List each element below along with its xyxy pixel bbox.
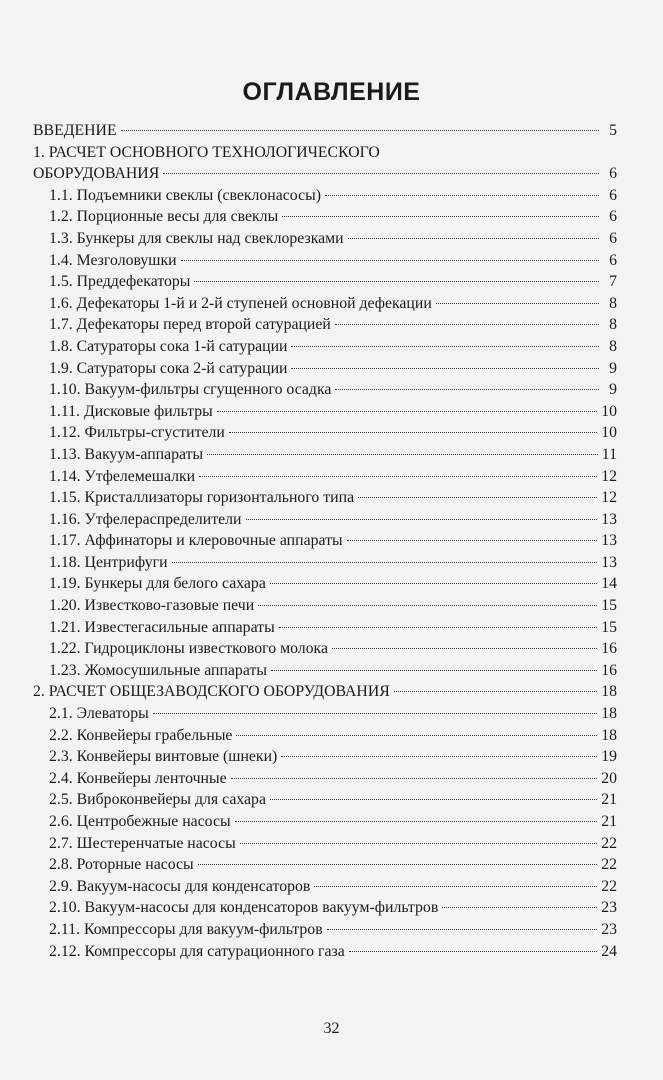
dot-leader bbox=[358, 497, 597, 498]
toc-entry bbox=[33, 379, 617, 401]
toc-entry bbox=[33, 509, 617, 531]
toc-entry-label: 1.13. Вакуум-аппараты bbox=[49, 445, 204, 463]
dot-leader bbox=[198, 864, 598, 865]
toc-entry-label: 2.1. Элеваторы bbox=[49, 705, 149, 723]
toc-entry bbox=[33, 660, 617, 682]
toc-entry-label: 1.6. Дефекаторы 1-й и 2-й ступеней основной дефекации bbox=[49, 294, 432, 312]
toc-entry-label: 2.7. Шестеренчатые насосы bbox=[49, 834, 236, 852]
toc-entry-page: 24 bbox=[601, 942, 617, 960]
toc-entry bbox=[33, 530, 617, 552]
toc-entry bbox=[33, 314, 617, 336]
toc-entry-page: 6 bbox=[609, 208, 617, 226]
dot-leader bbox=[436, 303, 599, 304]
dot-leader bbox=[270, 799, 597, 800]
toc-entry-label: 1.2. Порционные весы для свеклы bbox=[49, 208, 279, 226]
toc-entry bbox=[33, 876, 617, 898]
toc-entry-page: 16 bbox=[601, 661, 617, 679]
dot-leader bbox=[172, 562, 598, 563]
toc-entry-label: 1.15. Кристаллизаторы горизонтального типа bbox=[49, 489, 355, 507]
toc-entry-label: ОБОРУДОВАНИЯ bbox=[33, 165, 160, 183]
toc-entry bbox=[33, 595, 617, 617]
dot-leader bbox=[246, 519, 598, 520]
toc-entry bbox=[33, 617, 617, 639]
dot-leader bbox=[332, 648, 597, 649]
dot-leader bbox=[394, 691, 597, 692]
toc-entry bbox=[33, 681, 617, 703]
dot-leader bbox=[181, 260, 599, 261]
toc-entry-page: 19 bbox=[601, 748, 617, 766]
dot-leader bbox=[207, 454, 598, 455]
toc-title: ОГЛАВЛЕНИЕ bbox=[242, 78, 421, 106]
dot-leader bbox=[325, 195, 599, 196]
toc-entry bbox=[33, 725, 617, 747]
toc-entry-page: 13 bbox=[601, 532, 617, 550]
dot-leader bbox=[442, 907, 597, 908]
dot-leader bbox=[240, 843, 598, 844]
toc-entry-label: 1.23. Жомосушильные аппараты bbox=[49, 661, 267, 679]
toc-entry-label: 1.22. Гидроциклоны известкового молока bbox=[49, 640, 328, 658]
dot-leader bbox=[279, 627, 598, 628]
toc-entry-page: 13 bbox=[601, 553, 617, 571]
dot-leader bbox=[217, 411, 597, 412]
toc-entry bbox=[33, 185, 617, 207]
toc-entry-page: 15 bbox=[601, 618, 617, 636]
dot-leader bbox=[199, 476, 597, 477]
toc-entry bbox=[33, 206, 617, 228]
toc-entry bbox=[33, 422, 617, 444]
toc-entry-label: 2.2. Конвейеры грабельные bbox=[49, 726, 233, 744]
dot-leader bbox=[314, 886, 597, 887]
toc-entry-label: 1.3. Бункеры для свеклы над свеклорезками bbox=[49, 229, 344, 247]
toc-entry-page: 21 bbox=[601, 791, 617, 809]
toc-entry bbox=[33, 293, 617, 315]
dot-leader bbox=[163, 173, 599, 174]
toc-entry bbox=[33, 163, 617, 185]
dot-leader bbox=[236, 735, 597, 736]
toc-entry-label: 1.10. Вакуум-фильтры сгущенного осадка bbox=[49, 381, 332, 399]
toc-entry-page: 6 bbox=[609, 165, 617, 183]
toc-entry-label: 1.17. Аффинаторы и клеровочные аппараты bbox=[49, 532, 343, 550]
toc-entry-label: 1.12. Фильтры-сгустители bbox=[49, 424, 225, 442]
dot-leader bbox=[335, 389, 599, 390]
toc-entry-label: 2.4. Конвейеры ленточные bbox=[49, 769, 227, 787]
dot-leader bbox=[271, 670, 597, 671]
toc-entry-page: 23 bbox=[601, 899, 617, 917]
toc-entry-label: 1.19. Бункеры для белого сахара bbox=[49, 575, 266, 593]
toc-entry bbox=[33, 142, 617, 164]
toc-entry bbox=[33, 487, 617, 509]
dot-leader bbox=[282, 216, 599, 217]
toc-entry bbox=[33, 466, 617, 488]
toc-entry-page: 18 bbox=[601, 726, 617, 744]
toc-entry-page: 22 bbox=[601, 856, 617, 874]
toc-entry bbox=[33, 638, 617, 660]
toc-entry-label: 1. РАСЧЕТ ОСНОВНОГО ТЕХНОЛОГИЧЕСКОГО bbox=[33, 143, 380, 161]
dot-leader bbox=[291, 368, 599, 369]
toc-entry bbox=[33, 768, 617, 790]
table-of-contents bbox=[33, 120, 617, 962]
dot-leader bbox=[231, 778, 598, 779]
dot-leader bbox=[281, 756, 597, 757]
toc-entry bbox=[33, 703, 617, 725]
toc-entry bbox=[33, 573, 617, 595]
toc-entry bbox=[33, 336, 617, 358]
toc-entry-page: 12 bbox=[601, 467, 617, 485]
toc-entry-label: 1.9. Сатураторы сока 2-й сатурации bbox=[49, 359, 288, 377]
toc-entry bbox=[33, 444, 617, 466]
toc-entry bbox=[33, 897, 617, 919]
toc-entry-label: 1.11. Дисковые фильтры bbox=[49, 402, 213, 420]
toc-entry-label: 1.21. Известегасильные аппараты bbox=[49, 618, 275, 636]
toc-entry bbox=[33, 833, 617, 855]
toc-entry-page: 6 bbox=[609, 251, 617, 269]
toc-entry bbox=[33, 854, 617, 876]
toc-entry-page: 23 bbox=[601, 920, 617, 938]
toc-entry-page: 18 bbox=[601, 683, 617, 701]
toc-entry-label: 2.6. Центробежные насосы bbox=[49, 813, 231, 830]
dot-leader bbox=[327, 929, 598, 930]
toc-entry-label: 1.14. Утфелемешалки bbox=[49, 467, 196, 485]
dot-leader bbox=[121, 130, 599, 131]
toc-entry-label: ВВЕДЕНИЕ bbox=[33, 122, 117, 139]
dot-leader bbox=[258, 605, 597, 606]
toc-entry-page: 18 bbox=[601, 705, 617, 723]
toc-entry-label: 2. РАСЧЕТ ОБЩЕЗАВОДСКОГО ОБОРУДОВАНИЯ bbox=[33, 683, 390, 701]
toc-entry-page: 9 bbox=[609, 381, 617, 399]
toc-entry bbox=[33, 271, 617, 293]
toc-entry-label: 1.5. Преддефекаторы bbox=[49, 273, 191, 291]
dot-leader bbox=[349, 951, 597, 952]
toc-entry-page: 5 bbox=[609, 122, 617, 139]
toc-entry-page: 21 bbox=[601, 813, 617, 830]
toc-entry bbox=[33, 250, 617, 272]
toc-entry-page: 8 bbox=[609, 316, 617, 334]
toc-entry bbox=[33, 789, 617, 811]
dot-leader bbox=[291, 346, 599, 347]
toc-entry bbox=[33, 811, 617, 833]
toc-entry-page: 16 bbox=[601, 640, 617, 658]
toc-entry-page: 6 bbox=[609, 186, 617, 204]
toc-entry-page: 20 bbox=[601, 769, 617, 787]
toc-entry bbox=[33, 401, 617, 423]
toc-entry bbox=[33, 228, 617, 250]
toc-entry-page: 8 bbox=[609, 337, 617, 355]
toc-entry-label: 1.20. Известково-газовые печи bbox=[49, 597, 255, 615]
toc-entry bbox=[33, 941, 617, 963]
dot-leader bbox=[229, 432, 597, 433]
toc-entry-page: 7 bbox=[609, 273, 617, 291]
page-number: 32 bbox=[323, 1020, 340, 1037]
toc-entry-page: 15 bbox=[601, 597, 617, 615]
toc-entry-label: 2.5. Виброконвейеры для сахара bbox=[49, 791, 266, 809]
toc-entry-label: 1.1. Подъемники свеклы (свеклонасосы) bbox=[49, 186, 321, 204]
toc-entry-label: 2.12. Компрессоры для сатурационного газа bbox=[49, 942, 345, 960]
toc-entry-page: 8 bbox=[609, 294, 617, 312]
toc-entry bbox=[33, 746, 617, 768]
toc-entry-label: 1.4. Мезголовушки bbox=[49, 251, 177, 269]
toc-entry-label: 2.11. Компрессоры для вакуум-фильтров bbox=[49, 920, 323, 938]
toc-entry bbox=[33, 919, 617, 941]
toc-entry-page: 10 bbox=[601, 424, 617, 442]
toc-entry bbox=[33, 358, 617, 380]
toc-entry-label: 2.10. Вакуум-насосы для конденсаторов вакуум-фильтров bbox=[49, 899, 439, 917]
toc-entry-page: 6 bbox=[609, 229, 617, 247]
toc-entry-label: 1.16. Утфелераспределители bbox=[49, 510, 242, 528]
toc-entry-page: 11 bbox=[601, 445, 617, 463]
toc-entry-page: 9 bbox=[609, 359, 617, 377]
toc-entry-page: 12 bbox=[601, 489, 617, 507]
toc-entry-page: 22 bbox=[601, 834, 617, 852]
dot-leader bbox=[270, 583, 597, 584]
toc-entry-page: 13 bbox=[601, 510, 617, 528]
toc-entry-page: 22 bbox=[601, 877, 617, 895]
dot-leader bbox=[348, 238, 599, 239]
toc-entry-page: 10 bbox=[601, 402, 617, 420]
dot-leader bbox=[153, 713, 597, 714]
toc-entry-label: 1.8. Сатураторы сока 1-й сатурации bbox=[49, 337, 288, 355]
toc-entry bbox=[33, 120, 617, 142]
toc-entry-label: 2.9. Вакуум-насосы для конденсаторов bbox=[49, 877, 311, 895]
toc-entry-label: 1.18. Центрифуги bbox=[49, 553, 168, 571]
toc-entry-page: 14 bbox=[601, 575, 617, 593]
toc-entry-label: 2.8. Роторные насосы bbox=[49, 856, 194, 874]
dot-leader bbox=[194, 281, 599, 282]
dot-leader bbox=[335, 324, 599, 325]
dot-leader bbox=[347, 540, 598, 541]
toc-entry-label: 2.3. Конвейеры винтовые (шнеки) bbox=[49, 748, 278, 766]
toc-entry-label: 1.7. Дефекаторы перед второй сатурацией bbox=[49, 316, 331, 334]
toc-entry bbox=[33, 552, 617, 574]
dot-leader bbox=[235, 821, 598, 822]
